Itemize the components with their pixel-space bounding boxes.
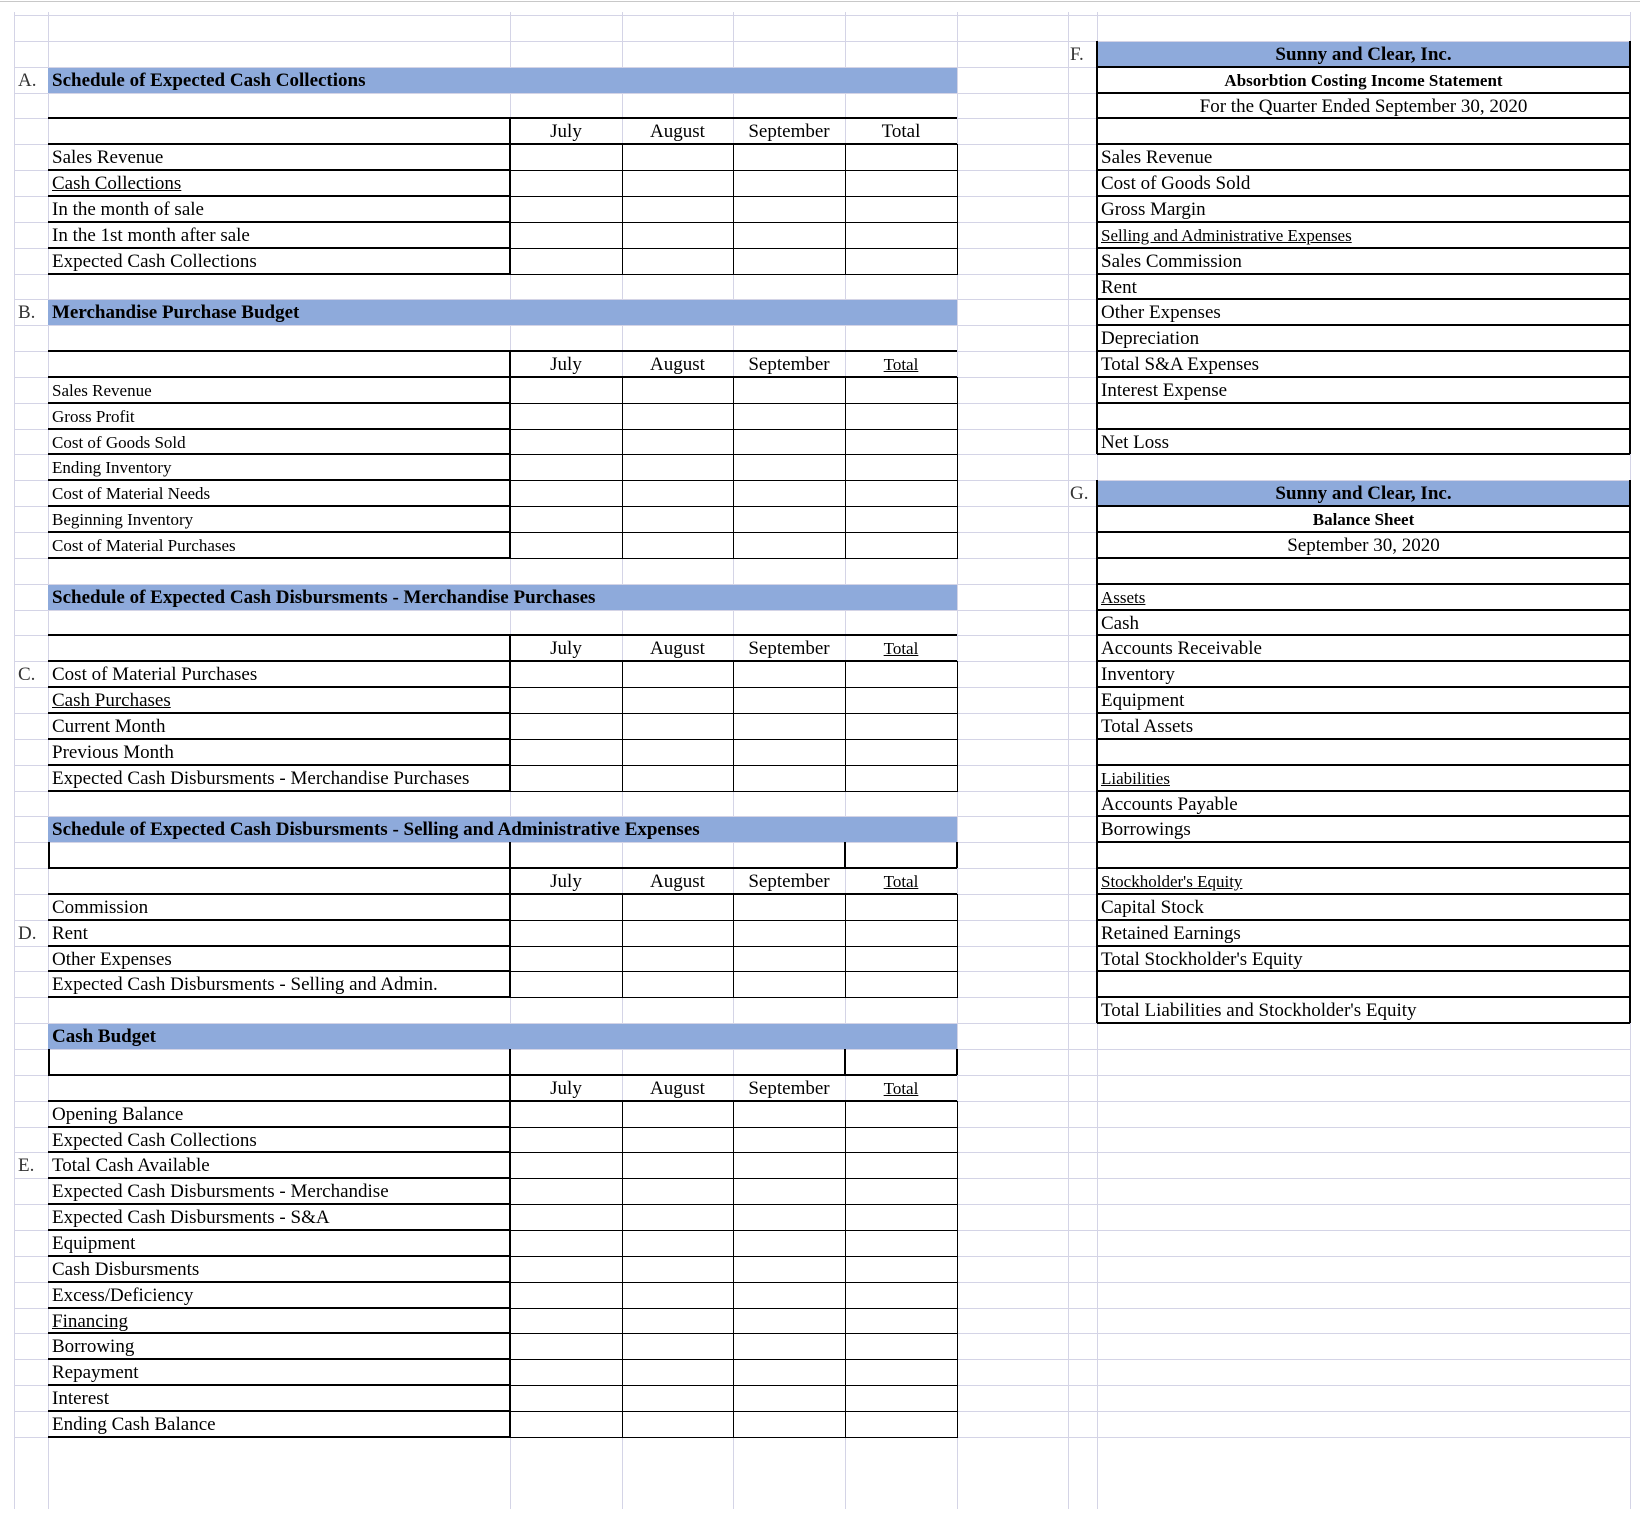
statement-line: Cash xyxy=(1101,613,1139,634)
input-cell-B-7-july[interactable] xyxy=(510,532,623,559)
input-cell-D-4-august[interactable] xyxy=(622,971,734,998)
section-marker-A: A. xyxy=(18,70,37,91)
input-cell-C-1-august[interactable] xyxy=(622,661,734,688)
input-cell-C-1-september[interactable] xyxy=(733,661,846,688)
statement-line: Interest Expense xyxy=(1101,380,1228,401)
input-cell-A-3-august[interactable] xyxy=(622,196,734,223)
statement-line: Net Loss xyxy=(1101,432,1170,453)
input-cell-D-2-july[interactable] xyxy=(510,920,623,947)
input-cell-B-6-july[interactable] xyxy=(510,506,623,533)
input-cell-E-6-july[interactable] xyxy=(510,1230,623,1257)
input-cell-B-5-september[interactable] xyxy=(733,480,846,507)
border-line xyxy=(1097,738,1630,740)
border-line xyxy=(48,1049,50,1075)
input-cell-A-1-september[interactable] xyxy=(733,144,846,171)
input-cell-E-2-total[interactable] xyxy=(845,1127,958,1153)
statement-line: Gross Margin xyxy=(1101,199,1206,220)
input-cell-A-4-august[interactable] xyxy=(622,222,734,249)
statement-line: Total Stockholder's Equity xyxy=(1101,949,1303,970)
border-line xyxy=(48,660,957,662)
statement-marker-G: G. xyxy=(1070,483,1089,504)
column-header-total: Total xyxy=(883,639,919,658)
border-line xyxy=(1097,841,1630,843)
border-line xyxy=(48,842,50,868)
input-cell-A-3-july[interactable] xyxy=(510,196,623,223)
row-label: Expected Cash Collections xyxy=(52,251,257,272)
input-cell-B-1-august[interactable] xyxy=(622,377,734,404)
input-cell-E-12-total[interactable] xyxy=(845,1385,958,1412)
input-cell-E-3-july[interactable] xyxy=(510,1152,623,1179)
column-header-total: Total xyxy=(883,1079,919,1098)
input-cell-E-5-september[interactable] xyxy=(733,1204,846,1231)
input-cell-C-3-august[interactable] xyxy=(622,713,734,740)
input-cell-C-5-total[interactable] xyxy=(845,765,958,792)
input-cell-E-4-september[interactable] xyxy=(733,1178,846,1205)
row-label: Equipment xyxy=(52,1233,136,1254)
border-line xyxy=(509,1049,511,1075)
section-title-A: Schedule of Expected Cash Collections xyxy=(52,70,366,91)
input-cell-B-6-august[interactable] xyxy=(622,506,734,533)
input-cell-E-11-august[interactable] xyxy=(622,1359,734,1386)
input-cell-D-1-august[interactable] xyxy=(622,894,734,921)
input-cell-C-5-july[interactable] xyxy=(510,765,623,792)
section-title-C: Schedule of Expected Cash Disbursments - Merchandise Purchases xyxy=(52,587,596,608)
statement-line: Borrowings xyxy=(1101,819,1191,840)
input-cell-E-7-july[interactable] xyxy=(510,1256,623,1283)
row-label: Cost of Goods Sold xyxy=(52,433,186,452)
row-label: Cost of Material Purchases xyxy=(52,664,258,685)
input-cell-C-1-july[interactable] xyxy=(510,661,623,688)
input-cell-D-2-september[interactable] xyxy=(733,920,846,947)
statement-line: Capital Stock xyxy=(1101,897,1204,918)
input-cell-C-3-total[interactable] xyxy=(845,713,958,740)
input-cell-C-4-july[interactable] xyxy=(510,739,623,766)
section-title-E: Cash Budget xyxy=(52,1026,156,1047)
input-cell-C-2-august[interactable] xyxy=(622,687,734,714)
input-cell-E-7-total[interactable] xyxy=(845,1256,958,1283)
input-cell-B-1-total[interactable] xyxy=(845,377,958,404)
statement-title-F: Absorbtion Costing Income Statement xyxy=(1224,71,1503,90)
border-line xyxy=(48,557,510,559)
input-cell-E-8-september[interactable] xyxy=(733,1282,846,1309)
input-cell-E-7-september[interactable] xyxy=(733,1256,846,1283)
input-cell-D-3-august[interactable] xyxy=(622,946,734,972)
input-cell-B-2-july[interactable] xyxy=(510,403,623,430)
column-header-september: September xyxy=(748,121,830,142)
input-cell-E-8-august[interactable] xyxy=(622,1282,734,1309)
row-label: Other Expenses xyxy=(52,949,172,970)
input-cell-B-7-total[interactable] xyxy=(845,532,958,559)
row-label: Ending Inventory xyxy=(52,458,172,477)
input-cell-A-2-august[interactable] xyxy=(622,170,734,197)
input-cell-E-6-september[interactable] xyxy=(733,1230,846,1257)
statement-line: Sales Revenue xyxy=(1101,147,1213,168)
statement-line: Accounts Receivable xyxy=(1101,638,1262,659)
column-header-august: August xyxy=(650,871,705,892)
input-cell-B-4-september[interactable] xyxy=(733,454,846,481)
input-cell-E-7-august[interactable] xyxy=(622,1256,734,1283)
grid-row-line xyxy=(14,15,1631,16)
row-label: Cost of Material Purchases xyxy=(52,536,236,555)
row-label: Cash Purchases xyxy=(52,690,171,711)
column-header-total: Total xyxy=(883,872,919,891)
statement-line: Total Assets xyxy=(1101,716,1194,737)
input-cell-D-4-july[interactable] xyxy=(510,971,623,998)
input-cell-E-5-july[interactable] xyxy=(510,1204,623,1231)
statement-title-G: Balance Sheet xyxy=(1312,510,1415,529)
input-cell-B-5-july[interactable] xyxy=(510,480,623,507)
statement-line: Inventory xyxy=(1101,664,1175,685)
border-line xyxy=(48,790,510,792)
input-cell-D-2-total[interactable] xyxy=(845,920,958,947)
column-header-july: July xyxy=(550,121,582,142)
input-cell-E-1-august[interactable] xyxy=(622,1101,734,1128)
input-cell-B-3-total[interactable] xyxy=(845,429,958,455)
section-marker-E: E. xyxy=(18,1155,35,1176)
input-cell-E-12-august[interactable] xyxy=(622,1385,734,1412)
column-header-july: July xyxy=(550,871,582,892)
input-cell-B-4-total[interactable] xyxy=(845,454,958,481)
input-cell-E-4-july[interactable] xyxy=(510,1178,623,1205)
row-label: Sales Revenue xyxy=(52,381,152,400)
input-cell-E-2-july[interactable] xyxy=(510,1127,623,1153)
input-cell-E-10-total[interactable] xyxy=(845,1333,958,1360)
border-line xyxy=(1629,480,1631,1023)
row-label: Financing xyxy=(52,1311,128,1332)
row-label: Excess/Deficiency xyxy=(52,1285,194,1306)
row-label: Current Month xyxy=(52,716,166,737)
input-cell-E-11-september[interactable] xyxy=(733,1359,846,1386)
company-name-G: Sunny and Clear, Inc. xyxy=(1275,483,1452,504)
border-line xyxy=(48,1100,957,1102)
input-cell-A-2-july[interactable] xyxy=(510,170,623,197)
input-cell-C-4-august[interactable] xyxy=(622,739,734,766)
border-line xyxy=(1629,41,1631,454)
input-cell-E-8-july[interactable] xyxy=(510,1282,623,1309)
input-cell-D-3-july[interactable] xyxy=(510,946,623,972)
input-cell-E-9-july[interactable] xyxy=(510,1308,623,1334)
border-line xyxy=(48,376,957,378)
input-cell-C-2-july[interactable] xyxy=(510,687,623,714)
input-cell-A-2-september[interactable] xyxy=(733,170,846,197)
input-cell-E-1-september[interactable] xyxy=(733,1101,846,1128)
row-label: Total Cash Available xyxy=(52,1155,210,1176)
row-label: Cash Collections xyxy=(52,173,182,194)
row-label: Expected Cash Disbursments - Selling and Admin. xyxy=(52,974,438,995)
row-label: Previous Month xyxy=(52,742,174,763)
section-marker-D: D. xyxy=(18,923,37,944)
input-cell-B-7-august[interactable] xyxy=(622,532,734,559)
row-label: Interest xyxy=(52,1388,109,1409)
input-cell-B-5-august[interactable] xyxy=(622,480,734,507)
input-cell-B-3-july[interactable] xyxy=(510,429,623,455)
border-line xyxy=(48,143,957,145)
input-cell-D-3-total[interactable] xyxy=(845,946,958,972)
input-cell-B-6-september[interactable] xyxy=(733,506,846,533)
row-label: Opening Balance xyxy=(52,1104,184,1125)
column-header-july: July xyxy=(550,1078,582,1099)
row-label: In the month of sale xyxy=(52,199,204,220)
statement-line: Sales Commission xyxy=(1101,251,1242,272)
row-label: Borrowing xyxy=(52,1336,135,1357)
input-cell-B-2-september[interactable] xyxy=(733,403,846,430)
input-cell-A-3-september[interactable] xyxy=(733,196,846,223)
input-cell-E-13-total[interactable] xyxy=(845,1411,958,1438)
input-cell-A-5-july[interactable] xyxy=(510,248,623,275)
column-header-august: August xyxy=(650,121,705,142)
column-header-august: August xyxy=(650,354,705,375)
row-label: Gross Profit xyxy=(52,407,135,426)
input-cell-E-10-august[interactable] xyxy=(622,1333,734,1360)
statement-period-F: For the Quarter Ended September 30, 2020 xyxy=(1199,96,1528,117)
input-cell-E-9-total[interactable] xyxy=(845,1308,958,1334)
statement-marker-F: F. xyxy=(1070,44,1084,65)
input-cell-A-1-july[interactable] xyxy=(510,144,623,171)
row-label: Repayment xyxy=(52,1362,139,1383)
input-cell-E-4-august[interactable] xyxy=(622,1178,734,1205)
statement-line: Total S&A Expenses xyxy=(1101,354,1260,375)
border-line xyxy=(956,842,958,868)
border-line xyxy=(48,1436,510,1438)
border-line xyxy=(1096,41,1098,454)
row-label: Expected Cash Disbursments - S&A xyxy=(52,1207,330,1228)
border-line xyxy=(48,273,510,275)
column-header-total: Total xyxy=(881,121,921,142)
border-line xyxy=(844,842,846,868)
column-header-september: September xyxy=(748,638,830,659)
column-header-september: September xyxy=(748,871,830,892)
statement-line: Accounts Payable xyxy=(1101,794,1238,815)
row-label: Ending Cash Balance xyxy=(52,1414,216,1435)
border-line xyxy=(509,842,511,868)
input-cell-B-6-total[interactable] xyxy=(845,506,958,533)
section-marker-C: C. xyxy=(18,664,36,685)
input-cell-E-10-september[interactable] xyxy=(733,1333,846,1360)
statement-line: Selling and Administrative Expenses xyxy=(1101,226,1352,245)
input-cell-A-5-august[interactable] xyxy=(622,248,734,275)
border-line xyxy=(1097,557,1630,559)
input-cell-E-13-september[interactable] xyxy=(733,1411,846,1438)
sheet-top-border xyxy=(0,1,1640,2)
section-title-B: Merchandise Purchase Budget xyxy=(52,302,300,323)
border-line xyxy=(48,893,957,895)
input-cell-D-2-august[interactable] xyxy=(622,920,734,947)
statement-line: Stockholder's Equity xyxy=(1101,872,1243,891)
grid-col-line xyxy=(14,12,15,1509)
input-cell-B-1-july[interactable] xyxy=(510,377,623,404)
input-cell-E-12-september[interactable] xyxy=(733,1385,846,1412)
input-cell-C-5-september[interactable] xyxy=(733,765,846,792)
input-cell-C-1-total[interactable] xyxy=(845,661,958,688)
statement-line: Total Liabilities and Stockholder's Equity xyxy=(1101,1000,1417,1021)
border-line xyxy=(1097,402,1630,404)
input-cell-A-4-september[interactable] xyxy=(733,222,846,249)
input-cell-E-5-august[interactable] xyxy=(622,1204,734,1231)
statement-period-G: September 30, 2020 xyxy=(1287,535,1440,556)
input-cell-D-3-september[interactable] xyxy=(733,946,846,972)
column-header-total: Total xyxy=(883,355,919,374)
input-cell-C-2-september[interactable] xyxy=(733,687,846,714)
input-cell-E-5-total[interactable] xyxy=(845,1204,958,1231)
input-cell-C-3-july[interactable] xyxy=(510,713,623,740)
row-label: Sales Revenue xyxy=(52,147,164,168)
input-cell-E-3-september[interactable] xyxy=(733,1152,846,1179)
input-cell-A-4-july[interactable] xyxy=(510,222,623,249)
row-label: Expected Cash Collections xyxy=(52,1130,257,1151)
input-cell-D-4-september[interactable] xyxy=(733,971,846,998)
input-cell-E-1-july[interactable] xyxy=(510,1101,623,1128)
input-cell-D-1-total[interactable] xyxy=(845,894,958,921)
input-cell-E-12-july[interactable] xyxy=(510,1385,623,1412)
input-cell-E-11-total[interactable] xyxy=(845,1359,958,1386)
border-line xyxy=(1097,970,1630,972)
input-cell-E-6-august[interactable] xyxy=(622,1230,734,1257)
row-label: Expected Cash Disbursments - Merchandise xyxy=(52,1181,389,1202)
input-cell-C-5-august[interactable] xyxy=(622,765,734,792)
section-marker-B: B. xyxy=(18,302,36,323)
input-cell-B-4-july[interactable] xyxy=(510,454,623,481)
border-line xyxy=(48,996,510,998)
row-label: Expected Cash Disbursments - Merchandise Purchases xyxy=(52,768,470,789)
input-cell-E-13-august[interactable] xyxy=(622,1411,734,1438)
border-line xyxy=(844,1049,846,1075)
input-cell-B-4-august[interactable] xyxy=(622,454,734,481)
input-cell-E-8-total[interactable] xyxy=(845,1282,958,1309)
input-cell-E-1-total[interactable] xyxy=(845,1101,958,1128)
input-cell-B-3-september[interactable] xyxy=(733,429,846,455)
statement-line: Cost of Goods Sold xyxy=(1101,173,1251,194)
row-label: Cost of Material Needs xyxy=(52,484,211,503)
row-label: Beginning Inventory xyxy=(52,510,194,529)
input-cell-C-4-september[interactable] xyxy=(733,739,846,766)
input-cell-B-2-total[interactable] xyxy=(845,403,958,430)
statement-line: Depreciation xyxy=(1101,328,1200,349)
input-cell-E-2-september[interactable] xyxy=(733,1127,846,1153)
input-cell-D-1-july[interactable] xyxy=(510,894,623,921)
statement-line: Liabilities xyxy=(1101,769,1170,788)
input-cell-E-3-total[interactable] xyxy=(845,1152,958,1179)
input-cell-C-4-total[interactable] xyxy=(845,739,958,766)
statement-line: Equipment xyxy=(1101,690,1185,711)
input-cell-D-4-total[interactable] xyxy=(845,971,958,998)
input-cell-A-1-august[interactable] xyxy=(622,144,734,171)
input-cell-E-10-july[interactable] xyxy=(510,1333,623,1360)
input-cell-E-4-total[interactable] xyxy=(845,1178,958,1205)
column-header-july: July xyxy=(550,354,582,375)
border-line xyxy=(956,1049,958,1075)
input-cell-E-11-july[interactable] xyxy=(510,1359,623,1386)
statement-line: Assets xyxy=(1101,588,1146,607)
border-line xyxy=(1097,453,1630,455)
row-label: Commission xyxy=(52,897,149,918)
input-cell-B-5-total[interactable] xyxy=(845,480,958,507)
border-line xyxy=(1097,1022,1630,1024)
statement-line: Other Expenses xyxy=(1101,302,1221,323)
column-header-july: July xyxy=(550,638,582,659)
input-cell-A-4-total[interactable] xyxy=(845,222,958,249)
input-cell-D-1-september[interactable] xyxy=(733,894,846,921)
input-cell-B-7-september[interactable] xyxy=(733,532,846,559)
input-cell-A-5-september[interactable] xyxy=(733,248,846,275)
input-cell-B-1-september[interactable] xyxy=(733,377,846,404)
row-label: In the 1st month after sale xyxy=(52,225,250,246)
grid-col-line xyxy=(1068,12,1069,1509)
section-title-D: Schedule of Expected Cash Disbursments - Selling and Administrative Expenses xyxy=(52,819,700,840)
row-label: Rent xyxy=(52,923,88,944)
input-cell-C-2-total[interactable] xyxy=(845,687,958,714)
input-cell-E-13-july[interactable] xyxy=(510,1411,623,1438)
input-cell-B-3-august[interactable] xyxy=(622,429,734,455)
input-cell-E-3-august[interactable] xyxy=(622,1152,734,1179)
input-cell-E-2-august[interactable] xyxy=(622,1127,734,1153)
input-cell-A-3-total[interactable] xyxy=(845,196,958,223)
input-cell-E-9-august[interactable] xyxy=(622,1308,734,1334)
input-cell-A-2-total[interactable] xyxy=(845,170,958,197)
column-header-september: September xyxy=(748,1078,830,1099)
input-cell-C-3-september[interactable] xyxy=(733,713,846,740)
input-cell-B-2-august[interactable] xyxy=(622,403,734,430)
input-cell-A-1-total[interactable] xyxy=(845,144,958,171)
border-line xyxy=(1096,480,1098,1023)
company-name-F: Sunny and Clear, Inc. xyxy=(1275,44,1452,65)
statement-line: Rent xyxy=(1101,277,1137,298)
row-label: Cash Disbursments xyxy=(52,1259,200,1280)
column-header-september: September xyxy=(748,354,830,375)
column-header-august: August xyxy=(650,638,705,659)
border-line xyxy=(1097,117,1630,119)
column-header-august: August xyxy=(650,1078,705,1099)
input-cell-E-9-september[interactable] xyxy=(733,1308,846,1334)
grid-col-line xyxy=(48,12,49,1509)
input-cell-A-5-total[interactable] xyxy=(845,248,958,275)
input-cell-E-6-total[interactable] xyxy=(845,1230,958,1257)
statement-line: Retained Earnings xyxy=(1101,923,1241,944)
